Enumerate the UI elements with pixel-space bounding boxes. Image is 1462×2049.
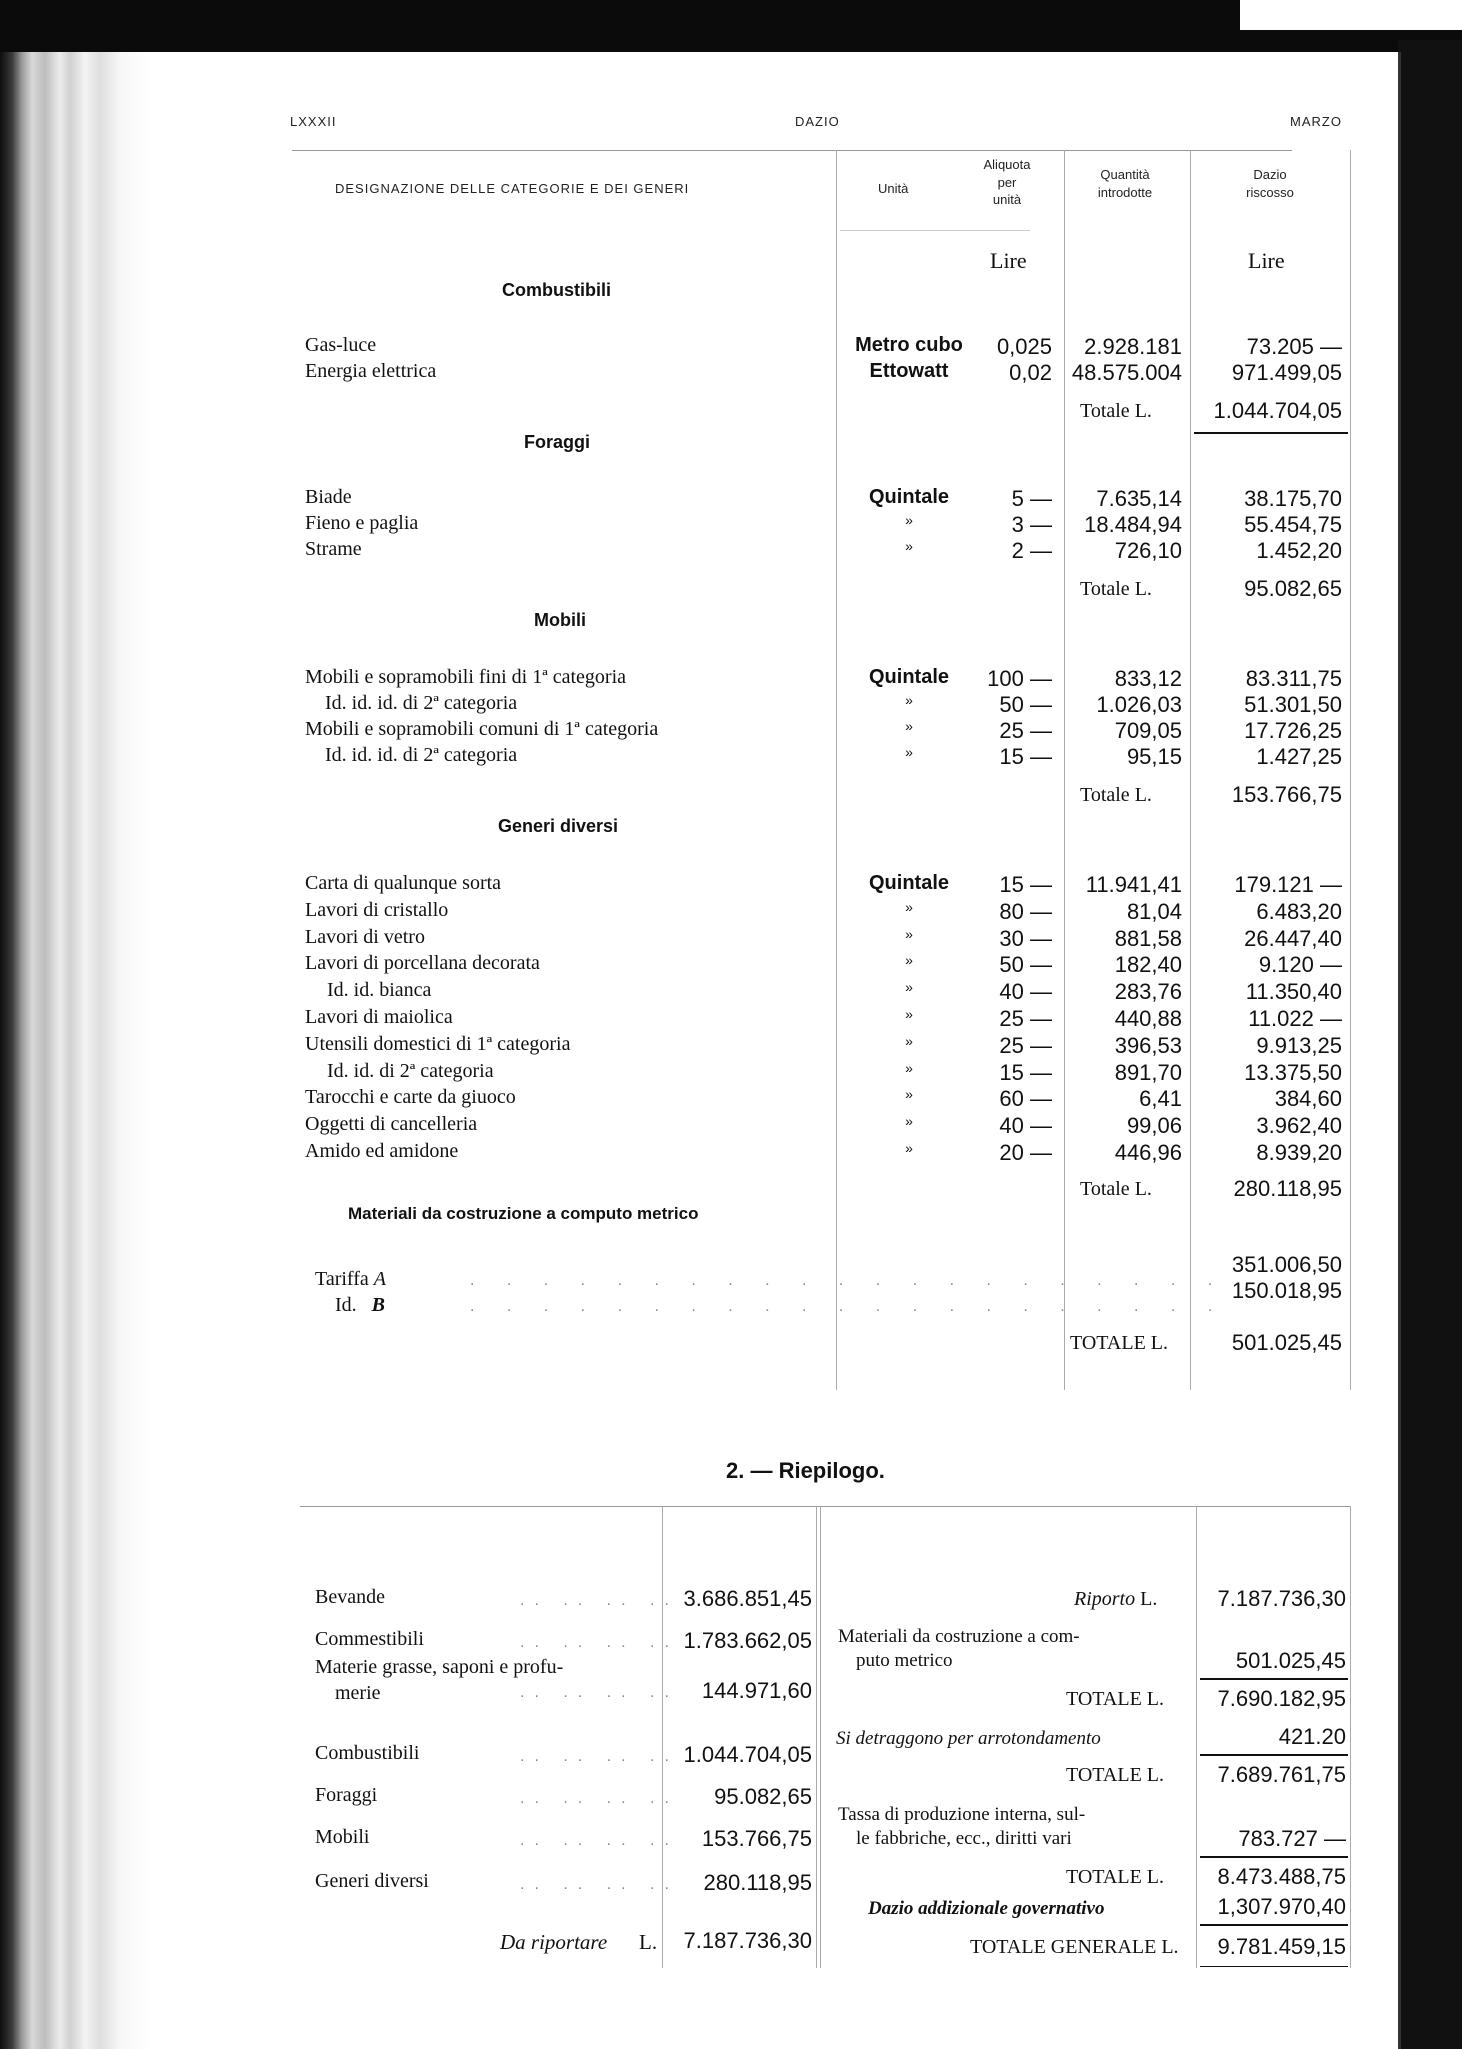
riepilogo-label: Combustibili xyxy=(315,1742,420,1764)
riepilogo-top-rule xyxy=(300,1506,1350,1507)
row-tax: 8.939,20 xyxy=(1256,1140,1342,1165)
total-label: Totale L. xyxy=(1080,1178,1152,1200)
riporto-label xyxy=(1074,1588,1157,1611)
rule xyxy=(1200,1966,1348,1967)
riepilogo-value: 144.971,60 xyxy=(701,1678,812,1703)
row-name: Lavori di cristallo xyxy=(305,898,449,921)
running-title: DAZIO xyxy=(795,114,840,129)
document-page xyxy=(150,52,1398,2049)
row-qty: 81,04 xyxy=(1126,898,1182,924)
row-qty: 7.635,14 xyxy=(1096,486,1182,511)
row-letter: B xyxy=(371,1294,386,1316)
row-name: Strame xyxy=(305,538,362,560)
row-rate: 80 — xyxy=(999,898,1052,924)
row-qty: 11.941,41 xyxy=(1085,872,1182,897)
materiali-label-l1: Materiali da costruzione a com- xyxy=(838,1626,1080,1647)
col-header-tax-l2: riscosso xyxy=(1246,184,1294,200)
row-tax: 38.175,70 xyxy=(1244,486,1342,511)
row-name: Id. id. di 2ª categoria xyxy=(327,1059,494,1082)
materiali-label-l2: puto metrico xyxy=(856,1650,953,1671)
section-title-mobili: Mobili xyxy=(534,610,586,630)
leader-dots: .. .. .. .. xyxy=(520,1876,679,1893)
row-qty: 891,70 xyxy=(1114,1059,1182,1085)
section-total: 501.025,45 xyxy=(1231,1330,1342,1355)
row-unit: » xyxy=(905,898,913,915)
riepilogo-value: 153.766,75 xyxy=(701,1826,812,1851)
row-tax: 384,60 xyxy=(1274,1086,1342,1112)
row-tax: 6.483,20 xyxy=(1256,898,1342,924)
row-tax: 351.006,50 xyxy=(1231,1252,1342,1277)
col-header-tax xyxy=(1210,166,1330,201)
row-tax: 971.499,05 xyxy=(1231,360,1342,385)
row-name: Mobili e sopramobili fini di 1ª categoria xyxy=(305,666,627,688)
row-name: Fieno e paglia xyxy=(305,512,419,534)
totale-3-label: TOTALE L. xyxy=(1066,1866,1165,1888)
row-name-text: Tariffa xyxy=(315,1268,369,1290)
addizionale-label: Dazio addizionale governativo xyxy=(868,1898,1105,1919)
col-header-qty-l2: introdotte xyxy=(1097,184,1153,200)
leader-dots: .. .. .. .. xyxy=(520,1592,679,1609)
leader-dots: . . . . . . . . . . . . . . . . . . . . . xyxy=(470,1298,1227,1315)
row-unit: » xyxy=(905,718,913,734)
row-name xyxy=(315,1268,386,1291)
row-qty: 1.026,03 xyxy=(1096,692,1182,717)
totale-generale-label: TOTALE GENERALE L. xyxy=(970,1936,1179,1958)
row-rate: 20 — xyxy=(999,1140,1052,1165)
row-tax: 83.311,75 xyxy=(1245,666,1342,691)
riepilogo-col-divider-1 xyxy=(662,1506,663,1968)
row-tax: 17.726,25 xyxy=(1244,718,1342,743)
leader-dots: .. .. .. .. xyxy=(520,1748,679,1765)
row-tax: 73.205 — xyxy=(1246,334,1342,359)
row-qty: 95,15 xyxy=(1126,744,1182,769)
row-rate: 25 — xyxy=(999,718,1052,743)
row-unit: » xyxy=(905,952,913,969)
riepilogo-value: 3.686.851,45 xyxy=(683,1586,812,1611)
row-unit: » xyxy=(905,744,913,760)
row-rate: 50 — xyxy=(999,952,1052,978)
arrotondamento-value: 421.20 xyxy=(1278,1724,1346,1749)
col-header-designation: DESIGNAZIONE DELLE CATEGORIE E DEI GENERI xyxy=(335,181,690,196)
row-unit: » xyxy=(905,1113,913,1130)
row-name: Mobili e sopramobili comuni di 1ª categoria xyxy=(305,718,659,740)
row-name: Id. id. id. di 2ª categoria xyxy=(325,744,518,766)
row-qty: 446,96 xyxy=(1114,1140,1182,1165)
riepilogo-value: 1.783.662,05 xyxy=(683,1628,812,1653)
tassa-label-l2: le fabbriche, ecc., diritti vari xyxy=(856,1828,1072,1849)
total-label: Totale L. xyxy=(1080,578,1152,600)
da-riportare-value: 7.187.736,30 xyxy=(683,1928,812,1953)
row-name: Oggetti di cancelleria xyxy=(305,1113,478,1136)
row-unit: » xyxy=(905,925,913,942)
total-label: Totale L. xyxy=(1080,784,1152,806)
row-unit: » xyxy=(905,692,913,708)
row-name xyxy=(335,1294,385,1317)
row-name: Lavori di porcellana decorata xyxy=(305,952,540,975)
riepilogo-col-divider-3 xyxy=(820,1506,821,1968)
riepilogo-label: Mobili xyxy=(315,1826,370,1848)
row-qty: 881,58 xyxy=(1114,925,1182,951)
riepilogo-label: Foraggi xyxy=(315,1784,378,1806)
scan-right-border xyxy=(1398,40,1462,2049)
da-riportare-suffix: L. xyxy=(639,1930,658,1954)
row-rate: 5 — xyxy=(1011,486,1052,511)
tassa-value: 783.727 — xyxy=(1238,1826,1346,1851)
riepilogo-label: Bevande xyxy=(315,1586,385,1608)
col-header-qty-l1: Quantità xyxy=(1100,167,1150,182)
scan-top-right-paper xyxy=(1240,0,1462,30)
totale-1-value: 7.690.182,95 xyxy=(1217,1686,1346,1711)
row-name-text: Id. xyxy=(335,1294,357,1316)
row-rate: 40 — xyxy=(999,1113,1052,1139)
row-rate: 0,02 xyxy=(1009,360,1052,385)
row-rate: 100 — xyxy=(987,666,1052,691)
row-name: Energia elettrica xyxy=(305,360,437,382)
riporto-label-text: Riporto xyxy=(1074,1588,1136,1610)
row-rate: 3 — xyxy=(1011,512,1052,537)
total-label: Totale L. xyxy=(1080,400,1152,422)
row-unit: » xyxy=(905,538,913,554)
row-qty: 833,12 xyxy=(1114,666,1182,691)
col-header-rate xyxy=(972,156,1042,209)
col-divider-unit xyxy=(836,150,837,1390)
row-tax: 9.913,25 xyxy=(1256,1032,1342,1058)
row-rate: 0,025 xyxy=(996,334,1052,359)
section-total: 95.082,65 xyxy=(1244,576,1342,601)
col-header-tax-l1: Dazio xyxy=(1253,167,1287,182)
totale-1-label: TOTALE L. xyxy=(1066,1688,1165,1710)
row-qty: 2.928.181 xyxy=(1084,334,1182,359)
section-title-combustibili: Combustibili xyxy=(502,280,611,300)
row-rate: 25 — xyxy=(999,1006,1052,1031)
lire-label-rate: Lire xyxy=(990,248,1027,273)
da-riportare-label: Da riportare xyxy=(500,1930,608,1954)
riepilogo-label: Generi diversi xyxy=(315,1870,429,1892)
row-unit: » xyxy=(905,979,913,996)
running-month: MARZO xyxy=(1290,114,1342,129)
addizionale-value: 1,307.970,40 xyxy=(1217,1894,1346,1919)
row-unit: » xyxy=(905,1140,913,1156)
row-name: Lavori di maiolica xyxy=(305,1006,453,1028)
row-name: Id. id. id. di 2ª categoria xyxy=(325,692,518,714)
row-tax: 11.022 — xyxy=(1248,1006,1342,1031)
row-qty: 709,05 xyxy=(1114,718,1182,743)
col-header-rate-l1: Aliquota xyxy=(983,157,1031,172)
riepilogo-title: 2. — Riepilogo. xyxy=(726,1458,885,1483)
col-header-rate-l2: per xyxy=(997,174,1017,190)
total-label: TOTALE L. xyxy=(1070,1332,1169,1354)
riepilogo-label: Materie grasse, saponi e profu- xyxy=(315,1656,564,1678)
book-spine-edge xyxy=(0,52,150,2049)
riepilogo-label: Commestibili xyxy=(315,1628,424,1650)
row-rate: 40 — xyxy=(999,979,1052,1005)
row-qty: 99,06 xyxy=(1126,1113,1182,1139)
row-name: Biade xyxy=(305,486,352,508)
total-rule xyxy=(1194,432,1348,434)
row-unit: » xyxy=(905,1006,913,1022)
rule xyxy=(1200,1678,1348,1680)
row-unit: » xyxy=(905,512,913,528)
row-qty: 48.575.004 xyxy=(1071,360,1182,385)
section-total: 1.044.704,05 xyxy=(1213,398,1342,423)
section-total: 280.118,95 xyxy=(1233,1176,1342,1201)
riepilogo-col-divider-5 xyxy=(1350,1506,1351,1968)
riporto-value: 7.187.736,30 xyxy=(1217,1586,1346,1611)
row-tax: 11.350,40 xyxy=(1245,979,1342,1005)
row-name: Amido ed amidone xyxy=(305,1140,459,1162)
row-qty: 6,41 xyxy=(1139,1086,1182,1112)
totale-2-value: 7.689.761,75 xyxy=(1217,1762,1346,1787)
row-rate: 50 — xyxy=(999,692,1052,717)
row-rate: 60 — xyxy=(999,1086,1052,1112)
row-qty: 440,88 xyxy=(1114,1006,1182,1031)
row-tax: 150.018,95 xyxy=(1231,1278,1342,1303)
row-unit: » xyxy=(905,1086,913,1103)
rule xyxy=(1200,1856,1348,1858)
row-tax: 51.301,50 xyxy=(1244,692,1342,717)
row-unit: Quintale xyxy=(868,486,949,508)
header-underline xyxy=(840,230,1030,231)
row-qty: 182,40 xyxy=(1114,952,1182,978)
leader-dots: .. .. .. .. xyxy=(520,1832,679,1849)
section-title-materiali: Materiali da costruzione a computo metrico xyxy=(348,1204,699,1223)
row-tax: 1.427,25 xyxy=(1256,744,1342,769)
riporto-suffix: L. xyxy=(1140,1588,1158,1610)
row-qty: 283,76 xyxy=(1114,979,1182,1005)
row-rate: 25 — xyxy=(999,1032,1052,1058)
arrotondamento-label: Si detraggono per arrotondamento xyxy=(836,1728,1101,1749)
row-tax: 1.452,20 xyxy=(1256,538,1342,563)
col-header-qty xyxy=(1070,166,1180,201)
row-unit: Quintale xyxy=(868,872,949,894)
row-tax: 13.375,50 xyxy=(1244,1059,1342,1085)
col-divider-right xyxy=(1350,150,1351,1390)
row-name: Gas-luce xyxy=(305,334,377,356)
col-header-unit: Unità xyxy=(878,181,909,196)
row-tax: 3.962,40 xyxy=(1256,1113,1342,1139)
row-qty: 18.484,94 xyxy=(1084,512,1182,537)
row-rate: 15 — xyxy=(999,1059,1052,1085)
riepilogo-value: 95.082,65 xyxy=(714,1784,812,1809)
row-rate: 15 — xyxy=(999,872,1052,897)
row-tax: 55.454,75 xyxy=(1244,512,1342,537)
row-name: Carta di qualunque sorta xyxy=(305,872,502,894)
materiali-value: 501.025,45 xyxy=(1235,1648,1346,1673)
row-tax: 9.120 — xyxy=(1258,952,1342,978)
totale-2-label: TOTALE L. xyxy=(1066,1764,1165,1786)
row-unit: Quintale xyxy=(868,666,949,688)
row-unit: » xyxy=(905,1032,913,1049)
row-name: Utensili domestici di 1ª categoria xyxy=(305,1032,571,1055)
row-unit: Ettowatt xyxy=(869,360,949,382)
row-name: Tarocchi e carte da giuoco xyxy=(305,1086,516,1109)
totale-3-value: 8.473.488,75 xyxy=(1217,1864,1346,1889)
section-title-generi: Generi diversi xyxy=(498,816,619,836)
section-title-foraggi: Foraggi xyxy=(524,432,590,452)
row-rate: 2 — xyxy=(1011,538,1052,563)
row-unit: » xyxy=(905,1059,913,1076)
row-name: Id. id. bianca xyxy=(327,979,432,1002)
table-top-rule xyxy=(292,150,1292,151)
row-tax: 26.447,40 xyxy=(1244,925,1342,951)
leader-dots: .. .. .. .. xyxy=(520,1634,679,1651)
lire-label-tax: Lire xyxy=(1248,248,1285,273)
riepilogo-col-divider-2 xyxy=(816,1506,817,1968)
col-header-rate-l3: unità xyxy=(992,192,1022,208)
row-rate: 30 — xyxy=(999,925,1052,951)
row-letter: A xyxy=(373,1268,386,1290)
leader-dots: . . . . . . . . . . . . . . . . . . . . . xyxy=(470,1272,1227,1289)
row-name: Lavori di vetro xyxy=(305,925,425,948)
tassa-label-l1: Tassa di produzione interna, sul- xyxy=(838,1804,1086,1825)
totale-generale-value: 9.781.459,15 xyxy=(1217,1934,1346,1959)
section-total: 153.766,75 xyxy=(1231,782,1342,807)
leader-dots: .. .. .. .. xyxy=(520,1790,679,1807)
riepilogo-value: 280.118,95 xyxy=(703,1870,812,1895)
row-qty: 396,53 xyxy=(1114,1032,1182,1058)
row-tax: 179.121 — xyxy=(1234,872,1342,897)
rule xyxy=(1200,1924,1348,1926)
riepilogo-value: 1.044.704,05 xyxy=(683,1742,812,1767)
page-number: LXXXII xyxy=(290,114,337,129)
row-unit: Metro cubo xyxy=(855,334,963,356)
row-rate: 15 — xyxy=(999,744,1052,769)
row-qty: 726,10 xyxy=(1114,538,1182,563)
leader-dots: .. .. .. .. xyxy=(520,1684,679,1701)
riepilogo-label-l2: merie xyxy=(335,1682,381,1704)
rule xyxy=(1200,1754,1348,1756)
